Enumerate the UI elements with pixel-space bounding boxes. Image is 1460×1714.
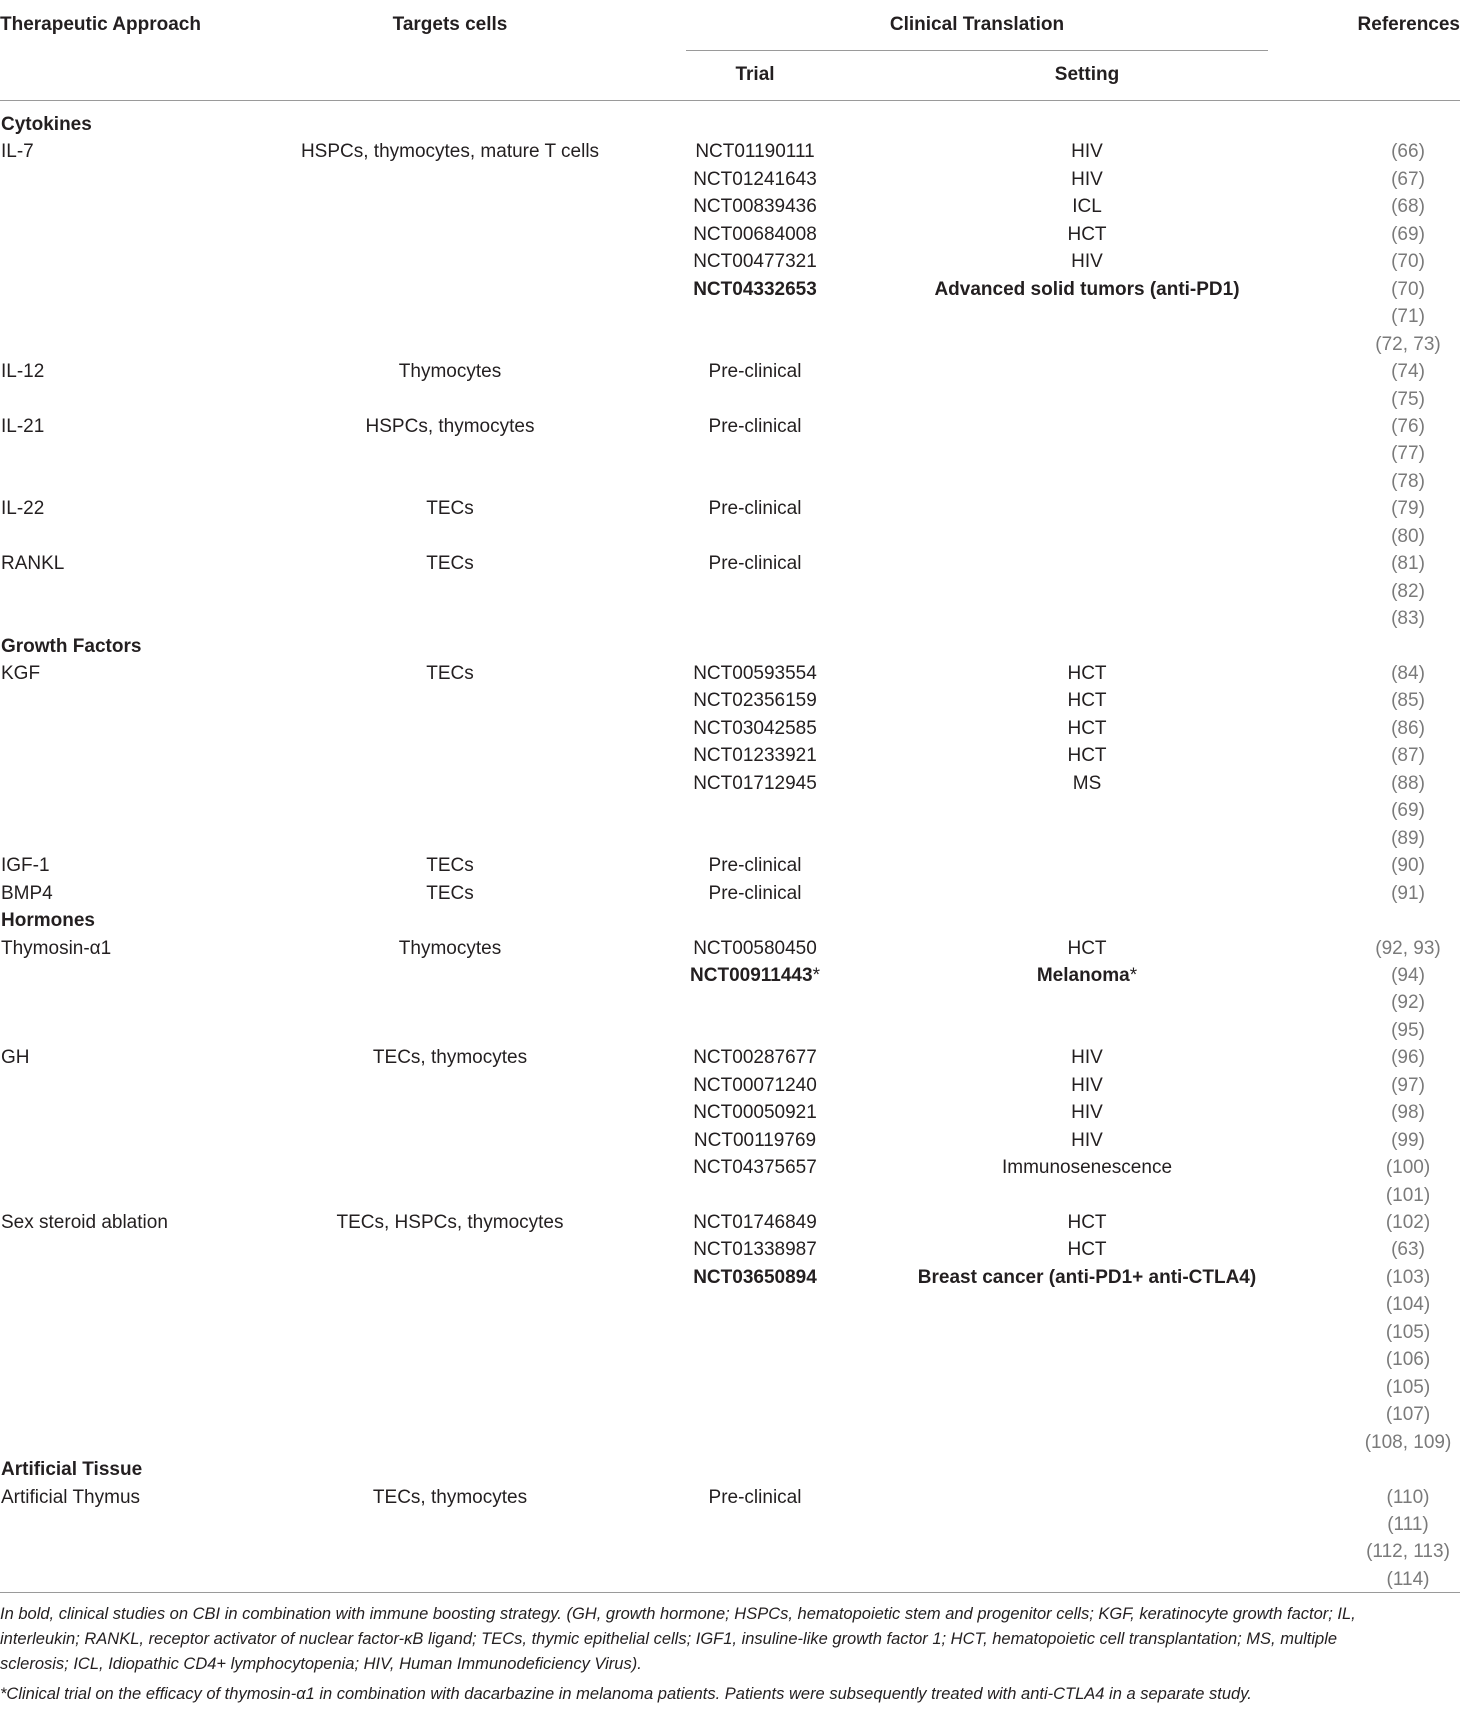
targets-cell: TECs, HSPCs, thymocytes [336, 1212, 564, 1233]
trial-id: NCT01338987 [693, 1239, 817, 1261]
reference-link[interactable]: (87) [1391, 745, 1425, 767]
reference-link[interactable]: (96) [1391, 1047, 1425, 1069]
setting-text: HCT [1067, 717, 1107, 739]
reference-link[interactable]: (92, 93) [1375, 937, 1441, 959]
reference-link[interactable]: (114) [1386, 1568, 1430, 1590]
trial-cell [693, 1072, 817, 1099]
trial-id: NCT01233921 [693, 745, 817, 767]
reference-cell [1391, 440, 1425, 467]
reference-cell [1391, 578, 1425, 605]
trial-cell [709, 358, 802, 385]
reference-cell [1391, 523, 1425, 550]
setting-text: HCT [1067, 1239, 1107, 1261]
trial-id: NCT02356159 [693, 690, 817, 712]
category-heading: Cytokines [1, 114, 92, 135]
reference-link[interactable]: (103) [1385, 1266, 1431, 1288]
reference-cell [1365, 1429, 1452, 1456]
trial-cell [709, 852, 802, 879]
reference-link[interactable]: (94) [1391, 964, 1425, 986]
trial-id: NCT00050921 [693, 1102, 817, 1124]
reference-link[interactable]: (70) [1391, 278, 1425, 300]
header-references: References [1357, 14, 1460, 35]
targets-cell: HSPCs, thymocytes, mature T cells [300, 141, 600, 163]
reference-link[interactable]: (95) [1391, 1019, 1425, 1041]
reference-link[interactable]: (101) [1385, 1184, 1431, 1206]
setting-text: MS [1072, 772, 1102, 794]
reference-link[interactable]: (111) [1387, 1513, 1429, 1535]
setting-cell [1067, 935, 1106, 962]
clinical-translation-rule [686, 50, 1268, 51]
trial-id: NCT00839436 [693, 196, 817, 218]
trial-cell [709, 1484, 802, 1511]
setting-cell [1067, 715, 1106, 742]
reference-cell [1391, 276, 1425, 303]
reference-link[interactable]: (100) [1385, 1157, 1431, 1179]
approach-cell: Thymosin-α1 [1, 937, 112, 959]
reference-link[interactable]: (97) [1391, 1074, 1425, 1096]
reference-link[interactable]: (78) [1391, 470, 1425, 492]
reference-cell [1386, 1291, 1430, 1318]
setting-text: HCT [1067, 223, 1107, 245]
reference-cell [1391, 852, 1425, 879]
reference-link[interactable]: (110) [1386, 1486, 1430, 1508]
trial-id: NCT04375657 [693, 1157, 817, 1179]
trial-cell [693, 1044, 817, 1071]
reference-link[interactable]: (108, 109) [1364, 1431, 1452, 1453]
targets-cell: TECs, thymocytes [372, 1486, 528, 1508]
trial-cell [693, 660, 817, 687]
trial-id: NCT00287677 [693, 1047, 817, 1069]
setting-cell [1072, 193, 1102, 220]
setting-cell [1067, 1209, 1106, 1236]
reference-link[interactable]: (82) [1391, 580, 1425, 602]
asterisk-mark: * [1129, 964, 1138, 986]
reference-cell [1386, 1209, 1430, 1236]
reference-link[interactable]: (69) [1391, 800, 1425, 822]
trial-id: Pre-clinical [708, 855, 802, 877]
trial-cell [694, 1127, 816, 1154]
header-targets: Targets cells [392, 14, 508, 35]
approach-cell: Artificial Thymus [1, 1486, 141, 1508]
setting-cell [1073, 770, 1102, 797]
reference-cell [1391, 605, 1425, 632]
setting-text: HIV [1071, 1047, 1103, 1069]
reference-link[interactable]: (99) [1391, 1129, 1425, 1151]
trial-cell [693, 248, 817, 275]
reference-cell [1391, 989, 1425, 1016]
reference-link[interactable]: (80) [1391, 525, 1425, 547]
reference-link[interactable]: (107) [1385, 1404, 1431, 1426]
reference-cell [1386, 1319, 1430, 1346]
trial-id: Pre-clinical [708, 1486, 802, 1508]
setting-text: Advanced solid tumors (anti-PD1) [934, 278, 1240, 300]
setting-cell [1071, 1127, 1103, 1154]
setting-text: Melanoma [1036, 964, 1130, 986]
footnote-line: sclerosis; ICL, Idiopathic CD4+ lymphocytopenia; HIV, Human Immunodeficiency Virus). [0, 1655, 642, 1673]
trial-id: NCT01241643 [693, 168, 817, 190]
reference-cell [1391, 1072, 1425, 1099]
reference-link[interactable]: (69) [1391, 223, 1425, 245]
reference-cell [1387, 1484, 1430, 1511]
reference-cell [1387, 1511, 1429, 1538]
setting-cell [1071, 248, 1103, 275]
trial-cell [709, 550, 802, 577]
reference-cell [1391, 166, 1425, 193]
trial-cell [693, 1099, 817, 1126]
trial-id: NCT00580450 [693, 937, 817, 959]
reference-cell [1375, 935, 1440, 962]
trial-cell [709, 880, 802, 907]
setting-text: Breast cancer (anti-PD1+ anti-CTLA4) [917, 1266, 1257, 1288]
setting-text: HCT [1067, 745, 1107, 767]
targets-cell: Thymocytes [398, 361, 502, 383]
reference-cell [1391, 138, 1425, 165]
approach-cell: IL-21 [1, 415, 45, 437]
approach-cell: BMP4 [1, 882, 53, 904]
reference-cell [1391, 248, 1425, 275]
setting-text: HCT [1067, 690, 1107, 712]
approach-cell: KGF [1, 663, 41, 684]
trial-cell [693, 742, 817, 769]
setting-cell [1037, 962, 1137, 989]
reference-cell [1391, 770, 1425, 797]
reference-cell [1391, 468, 1425, 495]
setting-text: HIV [1071, 251, 1103, 273]
reference-link[interactable]: (83) [1391, 608, 1425, 630]
reference-link[interactable]: (105) [1385, 1321, 1431, 1343]
setting-text: HCT [1067, 663, 1107, 684]
trial-cell [709, 495, 802, 522]
approach-cell: IL-7 [1, 141, 34, 163]
targets-cell: HSPCs, thymocytes [365, 415, 535, 437]
trial-id: NCT00593554 [693, 663, 817, 684]
asterisk-mark: * [812, 964, 820, 986]
reference-link[interactable]: (79) [1391, 498, 1425, 520]
trial-id: NCT01712945 [693, 772, 817, 794]
reference-link[interactable]: (92) [1391, 992, 1425, 1014]
reference-cell [1391, 660, 1425, 687]
approach-cell: IL-12 [1, 361, 45, 383]
setting-cell [1071, 1044, 1103, 1071]
targets-cell: TECs [426, 498, 474, 520]
header-clinical-translation: Clinical Translation [889, 14, 1065, 35]
table-bottom-rule [0, 1592, 1460, 1593]
trial-id: Pre-clinical [708, 415, 802, 437]
reference-link[interactable]: (67) [1391, 168, 1425, 190]
trial-id: Pre-clinical [708, 498, 802, 520]
trial-id: NCT03042585 [693, 717, 817, 739]
setting-text: Immunosenescence [1001, 1157, 1173, 1179]
reference-link[interactable]: (106) [1385, 1349, 1431, 1371]
reference-link[interactable]: (104) [1385, 1294, 1431, 1316]
reference-link[interactable]: (84) [1391, 663, 1425, 684]
reference-cell [1391, 386, 1425, 413]
reference-cell [1391, 1044, 1425, 1071]
reference-link[interactable]: (71) [1391, 306, 1425, 328]
trial-cell [693, 1236, 817, 1263]
trial-cell [695, 138, 814, 165]
trial-id: NCT00911443 [690, 964, 813, 986]
trial-id: NCT01746849 [693, 1212, 817, 1233]
trial-cell [709, 413, 802, 440]
reference-cell [1386, 1374, 1430, 1401]
trial-id: NCT03650894 [693, 1266, 817, 1288]
trial-cell [690, 962, 820, 989]
reference-cell [1391, 797, 1425, 824]
reference-cell [1391, 221, 1425, 248]
trial-id: NCT01190111 [695, 141, 815, 163]
setting-text: HCT [1067, 1212, 1107, 1233]
setting-cell [1067, 660, 1106, 687]
reference-link[interactable]: (112, 113) [1366, 1541, 1450, 1563]
reference-link[interactable]: (77) [1391, 443, 1425, 465]
reference-link[interactable]: (91) [1391, 882, 1425, 904]
setting-cell [918, 1264, 1256, 1291]
trial-cell [693, 935, 817, 962]
reference-cell [1391, 1099, 1425, 1126]
approach-cell: IGF-1 [1, 855, 50, 877]
approach-cell: RANKL [1, 553, 65, 575]
reference-cell [1391, 880, 1425, 907]
trial-id: NCT00684008 [693, 223, 817, 245]
header-trial: Trial [735, 64, 775, 85]
trial-cell [693, 715, 817, 742]
reference-link[interactable]: (85) [1391, 690, 1425, 712]
reference-link[interactable]: (70) [1391, 251, 1425, 273]
reference-cell [1391, 742, 1425, 769]
reference-cell [1375, 331, 1440, 358]
trial-cell [693, 166, 817, 193]
footnote-line: interleukin; RANKL, receptor activator of nuclear factor-κB ligand; TECs, thymic epithelial cells; IGF1, insuline-like growth factor 1; HCT, hematopoietic cell transplantation; MS, multiple [0, 1630, 1338, 1648]
footnotes [0, 1602, 1460, 1707]
reference-cell [1391, 1127, 1425, 1154]
reference-link[interactable]: (89) [1391, 827, 1425, 849]
setting-text: ICL [1072, 196, 1102, 218]
reference-cell [1386, 1182, 1430, 1209]
header-setting: Setting [1054, 64, 1120, 85]
trial-id: NCT00071240 [693, 1074, 817, 1096]
targets-cell: Thymocytes [398, 937, 502, 959]
trial-id: NCT00119769 [693, 1129, 817, 1151]
reference-link[interactable]: (88) [1391, 772, 1425, 794]
footnote-line: *Clinical trial on the efficacy of thymosin-α1 in combination with dacarbazine in melanoma patients. Patients were subsequently treated with anti-CTLA4 in a separate study. [0, 1685, 1252, 1703]
reference-cell [1391, 550, 1425, 577]
category-heading: Artificial Tissue [1, 1459, 143, 1481]
reference-link[interactable]: (66) [1391, 141, 1425, 163]
setting-text: HCT [1067, 937, 1107, 959]
reference-cell [1386, 1264, 1430, 1291]
targets-cell: TECs [426, 882, 474, 904]
trial-cell [693, 770, 817, 797]
reference-link[interactable]: (102) [1385, 1212, 1431, 1233]
reference-link[interactable]: (98) [1391, 1102, 1425, 1124]
reference-link[interactable]: (72, 73) [1375, 333, 1441, 355]
category-heading: Hormones [1, 910, 95, 932]
trial-cell [693, 193, 817, 220]
reference-link[interactable]: (76) [1391, 415, 1425, 437]
targets-cell: TECs [426, 855, 474, 877]
trial-cell [693, 221, 817, 248]
reference-cell [1391, 358, 1425, 385]
setting-text: HIV [1071, 141, 1103, 163]
header-bottom-rule [0, 100, 1460, 101]
trial-cell [693, 276, 817, 303]
setting-cell [1071, 138, 1103, 165]
setting-cell [1067, 742, 1106, 769]
reference-cell [1387, 1566, 1430, 1593]
reference-cell [1386, 1401, 1430, 1428]
setting-cell [1071, 1099, 1103, 1126]
targets-cell: TECs [426, 663, 474, 684]
reference-link[interactable]: (81) [1391, 553, 1425, 575]
targets-cell: TECs, thymocytes [372, 1047, 528, 1069]
footnote-line: In bold, clinical studies on CBI in combination with immune boosting strategy. (GH, growth hormone; HSPCs, hematopoietic stem and progenitor cells; KGF, keratinocyte growth factor; IL, [0, 1605, 1356, 1623]
trial-id: Pre-clinical [708, 882, 802, 904]
trial-cell [693, 1264, 817, 1291]
reference-cell [1391, 495, 1425, 522]
trial-cell [693, 1154, 817, 1181]
reference-cell [1391, 715, 1425, 742]
setting-text: HIV [1071, 1074, 1103, 1096]
reference-cell [1391, 962, 1425, 989]
setting-cell [934, 276, 1239, 303]
approach-cell: GH [1, 1047, 30, 1069]
approach-cell: IL-22 [1, 498, 45, 520]
setting-cell [1071, 1072, 1103, 1099]
reference-cell [1391, 413, 1425, 440]
setting-cell [1002, 1154, 1172, 1181]
reference-cell [1386, 1154, 1430, 1181]
reference-link[interactable]: (90) [1391, 855, 1425, 877]
setting-cell [1067, 687, 1106, 714]
reference-link[interactable]: (68) [1391, 196, 1425, 218]
trial-id: Pre-clinical [708, 361, 802, 383]
reference-link[interactable]: (74) [1391, 361, 1425, 383]
setting-cell [1067, 1236, 1106, 1263]
trial-id: NCT04332653 [693, 278, 817, 300]
setting-text: HIV [1071, 1102, 1103, 1124]
trial-id: Pre-clinical [708, 553, 802, 575]
reference-link[interactable]: (105) [1385, 1376, 1431, 1398]
reference-cell [1391, 303, 1425, 330]
reference-link[interactable]: (63) [1391, 1239, 1425, 1261]
trial-cell [693, 1209, 817, 1236]
targets-cell: TECs [426, 553, 474, 575]
header-approach: Therapeutic Approach [0, 14, 201, 35]
reference-cell [1366, 1538, 1450, 1565]
setting-cell [1071, 166, 1103, 193]
reference-cell [1391, 193, 1425, 220]
trial-cell [693, 687, 817, 714]
trial-id: NCT00477321 [693, 251, 817, 273]
reference-cell [1391, 1236, 1425, 1263]
category-heading: Growth Factors [1, 635, 142, 657]
reference-cell [1391, 825, 1425, 852]
setting-cell [1067, 221, 1106, 248]
approach-cell: Sex steroid ablation [1, 1212, 168, 1233]
reference-cell [1386, 1346, 1430, 1373]
reference-cell [1391, 687, 1425, 714]
setting-text: HIV [1071, 168, 1103, 190]
reference-link[interactable]: (86) [1391, 717, 1425, 739]
reference-link[interactable]: (75) [1391, 388, 1425, 410]
setting-text: HIV [1071, 1129, 1103, 1151]
reference-cell [1391, 1017, 1425, 1044]
